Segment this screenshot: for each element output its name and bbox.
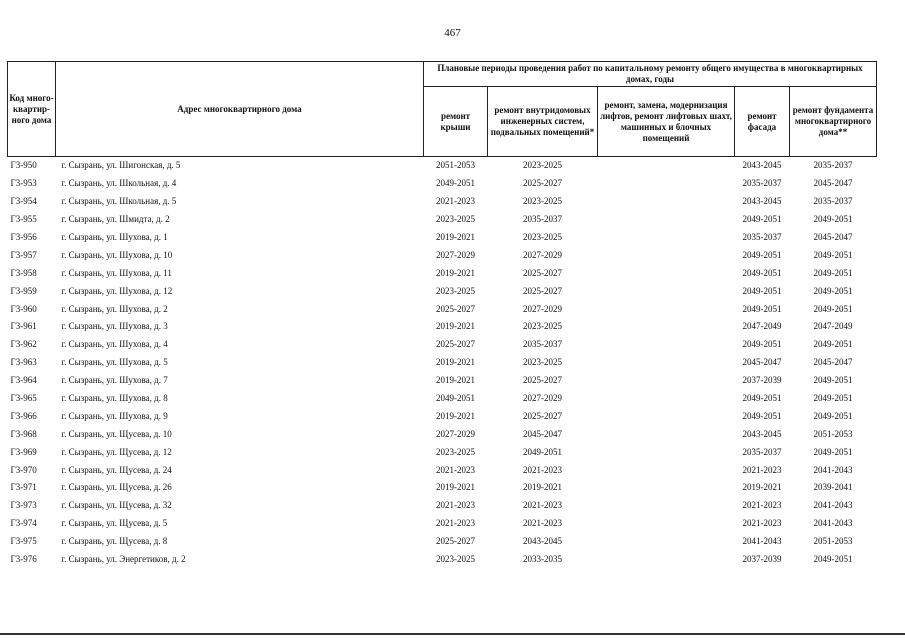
cell-facade: 2043-2045 [742, 428, 782, 439]
cell-systems: 2025-2027 [523, 267, 562, 278]
cell-code: Г3-950 [10, 160, 37, 171]
cell-foundation: 2041-2043 [813, 464, 853, 475]
cell-foundation: 2051-2053 [813, 428, 853, 439]
cell-roof: 2027-2029 [436, 428, 475, 439]
cell-foundation: 2041-2043 [813, 518, 853, 529]
table-row [8, 497, 877, 515]
cell-facade: 2049-2051 [742, 214, 782, 225]
cell-elevators [598, 336, 735, 354]
cell-roof: 2019-2021 [436, 232, 475, 242]
table-row [8, 425, 877, 443]
cell-foundation: 2041-2043 [813, 500, 853, 511]
cell-address: г. Сызрань, ул. Шухова, д. 2 [61, 303, 168, 314]
cell-code: Г3-966 [10, 410, 37, 421]
cell-systems: 2025-2027 [523, 178, 562, 189]
cell-foundation: 2039-2041 [813, 482, 853, 493]
cell-systems: 2021-2023 [523, 518, 562, 529]
cell-elevators [598, 175, 735, 193]
cell-facade: 2043-2045 [742, 196, 782, 207]
cell-roof: 2023-2025 [436, 285, 475, 296]
cell-address: г. Сызрань, ул. Шухова, д. 10 [61, 249, 173, 260]
table-row [8, 264, 877, 282]
cell-elevators [598, 515, 735, 533]
header-roof: ремонт крыши [424, 87, 488, 157]
cell-foundation: 2049-2051 [813, 249, 853, 260]
cell-roof: 2051-2053 [436, 160, 475, 171]
table-row [8, 318, 877, 336]
cell-foundation: 2049-2051 [813, 214, 853, 225]
capital-repair-table [7, 61, 877, 568]
table-row [8, 443, 877, 461]
header-elevators: ремонт, замена, модернизация лифтов, ремонт лифтовых шахт, машинных и блочных помещений [598, 87, 735, 157]
cell-address: г. Сызрань, ул. Шмидта, д. 2 [61, 214, 170, 225]
cell-code: Г3-970 [10, 464, 37, 475]
cell-elevators [598, 443, 735, 461]
cell-facade: 2049-2051 [742, 303, 782, 314]
cell-code: Г3-958 [10, 267, 37, 278]
cell-roof: 2019-2021 [436, 357, 475, 368]
cell-address: г. Сызрань, ул. Шухова, д. 11 [61, 267, 172, 278]
cell-facade: 2035-2037 [742, 178, 782, 189]
cell-facade: 2049-2051 [742, 249, 782, 260]
cell-systems: 2019-2021 [523, 482, 562, 493]
table-row [8, 515, 877, 533]
cell-facade: 2021-2023 [742, 464, 782, 475]
cell-address: г. Сызрань, ул. Школьная, д. 4 [61, 178, 177, 189]
table-row [8, 336, 877, 354]
cell-facade: 2019-2021 [742, 482, 782, 493]
cell-systems: 2043-2045 [523, 536, 562, 547]
cell-systems: 2025-2027 [523, 285, 562, 296]
table-row [8, 157, 877, 175]
cell-systems: 2021-2023 [523, 500, 562, 511]
cell-code: Г3-956 [10, 232, 37, 242]
cell-roof: 2019-2021 [436, 321, 475, 332]
cell-facade: 2045-2047 [742, 357, 782, 368]
table-row [8, 407, 877, 425]
cell-elevators [598, 282, 735, 300]
header-facade: ремонт фасада [735, 87, 790, 157]
cell-systems: 2021-2023 [523, 464, 562, 475]
cell-roof: 2019-2021 [436, 410, 475, 421]
cell-foundation: 2049-2051 [813, 410, 853, 421]
cell-facade: 2037-2039 [742, 375, 782, 386]
cell-foundation: 2035-2037 [813, 160, 853, 171]
cell-foundation: 2049-2051 [813, 339, 853, 350]
cell-foundation: 2049-2051 [813, 303, 853, 314]
cell-roof: 2019-2021 [436, 375, 475, 386]
table-row [8, 533, 877, 551]
cell-systems: 2025-2027 [523, 375, 562, 386]
cell-roof: 2025-2027 [436, 536, 475, 547]
cell-roof: 2019-2021 [436, 267, 475, 278]
table-row [8, 390, 877, 408]
cell-elevators [598, 533, 735, 551]
cell-roof: 2021-2023 [436, 518, 475, 529]
cell-foundation: 2049-2051 [813, 446, 853, 457]
cell-facade: 2043-2045 [742, 160, 782, 171]
cell-address: г. Сызрань, ул. Шухова, д. 9 [61, 410, 168, 421]
cell-address: г. Сызрань, ул. Шигонская, д. 5 [61, 160, 181, 171]
cell-facade: 2049-2051 [742, 267, 782, 278]
table-row [8, 246, 877, 264]
cell-facade: 2049-2051 [742, 393, 782, 404]
cell-systems: 2025-2027 [523, 410, 562, 421]
cell-address: г. Сызрань, ул. Шухова, д. 5 [61, 357, 168, 368]
cell-facade: 2049-2051 [742, 410, 782, 421]
cell-code: Г3-964 [10, 375, 37, 386]
table-row [8, 354, 877, 372]
page-number: 467 [444, 27, 461, 39]
cell-roof: 2019-2021 [436, 482, 475, 493]
cell-facade: 2049-2051 [742, 339, 782, 350]
cell-systems: 2033-2035 [523, 554, 562, 565]
table-body [8, 157, 877, 569]
cell-code: Г3-954 [10, 196, 37, 207]
cell-roof: 2027-2029 [436, 249, 475, 260]
cell-foundation: 2049-2051 [813, 554, 853, 565]
cell-facade: 2047-2049 [742, 321, 782, 332]
cell-address: г. Сызрань, ул. Шухова, д. 7 [61, 375, 168, 386]
table-row [8, 175, 877, 193]
cell-foundation: 2049-2051 [813, 267, 853, 278]
cell-systems: 2027-2029 [523, 303, 562, 314]
cell-address: г. Сызрань, ул. Шухова, д. 12 [61, 285, 173, 296]
cell-elevators [598, 372, 735, 390]
cell-code: Г3-962 [10, 339, 37, 350]
cell-systems: 2023-2025 [523, 321, 562, 332]
cell-foundation: 2049-2051 [813, 375, 853, 386]
cell-address: г. Сызрань, ул. Щусева, д. 32 [61, 500, 172, 511]
table-row [8, 300, 877, 318]
cell-elevators [598, 193, 735, 211]
cell-address: г. Сызрань, ул. Шухова, д. 8 [61, 393, 168, 404]
cell-code: Г3-953 [10, 178, 37, 189]
cell-code: Г3-961 [10, 321, 37, 332]
cell-address: г. Сызрань, ул. Шухова, д. 4 [61, 339, 168, 350]
cell-foundation: 2047-2049 [813, 321, 853, 332]
cell-elevators [598, 461, 735, 479]
table-row [8, 193, 877, 211]
cell-elevators [598, 425, 735, 443]
cell-systems: 2035-2037 [523, 214, 562, 225]
cell-systems: 2035-2037 [523, 339, 562, 350]
cell-elevators [598, 390, 735, 408]
cell-roof: 2023-2025 [436, 214, 475, 225]
cell-address: г. Сызрань, ул. Энергетиков, д. 2 [61, 554, 186, 565]
cell-systems: 2027-2029 [523, 393, 562, 404]
cell-elevators [598, 497, 735, 515]
cell-code: Г3-969 [10, 446, 37, 457]
table-row [8, 551, 877, 569]
cell-code: Г3-959 [10, 285, 37, 296]
cell-roof: 2021-2023 [436, 500, 475, 511]
header-foundation: ремонт фундамента многоквартирного дома** [790, 87, 877, 157]
cell-systems: 2023-2025 [523, 196, 562, 207]
cell-address: г. Сызрань, ул. Щусева, д. 5 [61, 518, 168, 529]
cell-systems: 2023-2025 [523, 232, 562, 242]
cell-code: Г3-968 [10, 428, 37, 439]
cell-facade: 2021-2023 [742, 518, 782, 529]
cell-roof: 2023-2025 [436, 446, 475, 457]
cell-roof: 2025-2027 [436, 303, 475, 314]
table-row [8, 479, 877, 497]
table-row [8, 229, 877, 247]
cell-systems: 2049-2051 [523, 446, 562, 457]
cell-elevators [598, 407, 735, 425]
cell-facade: 2035-2037 [742, 232, 782, 242]
cell-foundation: 2051-2053 [813, 536, 853, 547]
cell-address: г. Сызрань, ул. Шухова, д. 3 [61, 321, 168, 332]
cell-code: Г3-974 [10, 518, 37, 529]
cell-facade: 2049-2051 [742, 285, 782, 296]
cell-systems: 2023-2025 [523, 357, 562, 368]
cell-roof: 2025-2027 [436, 339, 475, 350]
table-row [8, 461, 877, 479]
table-row [8, 211, 877, 229]
header-periods: Плановые периоды проведения работ по капитальному ремонту общего имущества в многоквартирных домах, годы [424, 62, 877, 87]
cell-systems: 2023-2025 [523, 160, 562, 171]
cell-elevators [598, 300, 735, 318]
cell-foundation: 2035-2037 [813, 196, 853, 207]
cell-elevators [598, 479, 735, 497]
header-systems: ремонт внутридомовых инженерных систем, подвальных помещений* [488, 87, 598, 157]
cell-elevators [598, 157, 735, 175]
cell-roof: 2021-2023 [436, 464, 475, 475]
cell-foundation: 2049-2051 [813, 393, 853, 404]
cell-code: Г3-957 [10, 249, 37, 260]
cell-address: г. Сызрань, ул. Щусева, д. 10 [61, 428, 172, 439]
cell-roof: 2021-2023 [436, 196, 475, 207]
cell-code: Г3-971 [10, 482, 37, 493]
cell-elevators [598, 211, 735, 229]
cell-elevators [598, 229, 735, 247]
table-row [8, 372, 877, 390]
cell-facade: 2037-2039 [742, 554, 782, 565]
cell-code: Г3-973 [10, 500, 37, 511]
cell-roof: 2023-2025 [436, 554, 475, 565]
cell-facade: 2021-2023 [742, 500, 782, 511]
cell-foundation: 2045-2047 [813, 232, 853, 242]
cell-elevators [598, 354, 735, 372]
cell-address: г. Сызрань, ул. Щусева, д. 24 [61, 464, 172, 475]
cell-code: Г3-963 [10, 357, 37, 368]
cell-foundation: 2045-2047 [813, 357, 853, 368]
cell-code: Г3-955 [10, 214, 37, 225]
cell-elevators [598, 264, 735, 282]
table-row [8, 282, 877, 300]
cell-systems: 2027-2029 [523, 249, 562, 260]
cell-address: г. Сызрань, ул. Щусева, д. 12 [61, 446, 172, 457]
cell-roof: 2049-2051 [436, 393, 475, 404]
cell-facade: 2035-2037 [742, 446, 782, 457]
bottom-rule [0, 633, 905, 635]
cell-address: г. Сызрань, ул. Школьная, д. 5 [61, 196, 177, 207]
cell-elevators [598, 246, 735, 264]
cell-address: г. Сызрань, ул. Шухова, д. 1 [61, 232, 168, 242]
cell-elevators [598, 318, 735, 336]
header-code: Код много-квартир-ного дома [8, 62, 56, 157]
cell-code: Г3-976 [10, 554, 37, 565]
cell-roof: 2049-2051 [436, 178, 475, 189]
cell-elevators [598, 551, 735, 569]
cell-address: г. Сызрань, ул. Щусева, д. 26 [61, 482, 172, 493]
header-address: Адрес многоквартирного дома [56, 62, 424, 157]
cell-code: Г3-965 [10, 393, 37, 404]
cell-facade: 2041-2043 [742, 536, 782, 547]
cell-address: г. Сызрань, ул. Щусева, д. 8 [61, 536, 168, 547]
cell-foundation: 2049-2051 [813, 285, 853, 296]
cell-code: Г3-960 [10, 303, 37, 314]
cell-foundation: 2045-2047 [813, 178, 853, 189]
cell-code: Г3-975 [10, 536, 37, 547]
cell-systems: 2045-2047 [523, 428, 562, 439]
